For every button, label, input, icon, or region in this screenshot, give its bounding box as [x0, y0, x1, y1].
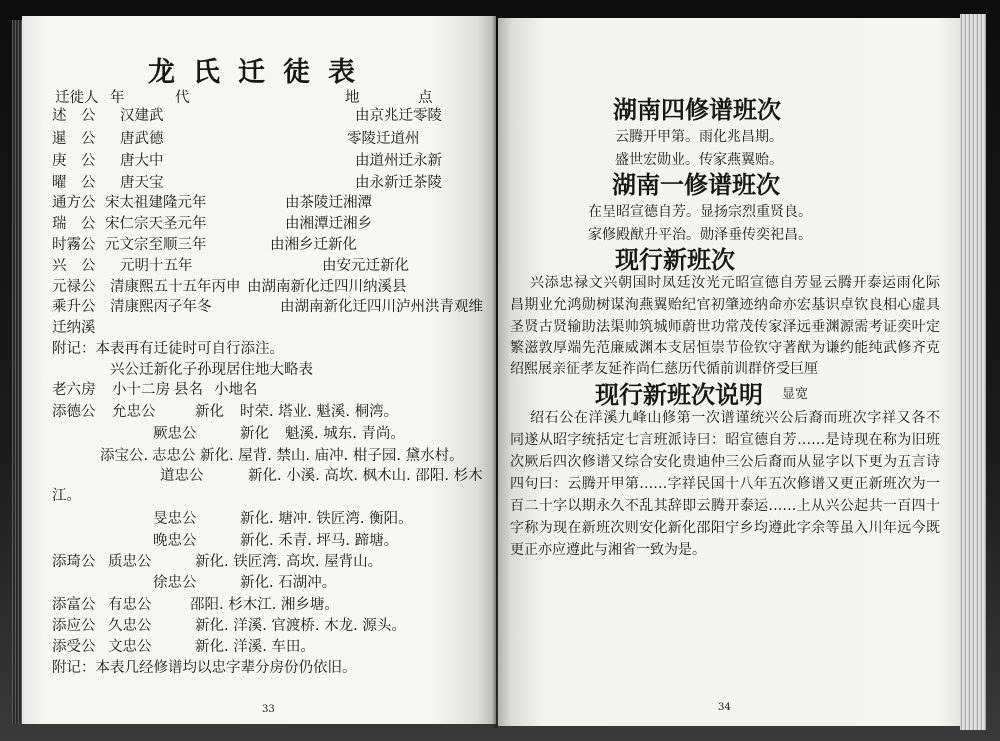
right-page: [498, 18, 960, 726]
residence-row: [22, 402, 496, 422]
route-continuation-text: 迁纳溪: [52, 320, 96, 336]
explanation-line: 四句曰：云腾开甲第……字祥民国十八年五次修谱又更正新班次为一: [510, 476, 940, 492]
migration-era: 唐天宝: [120, 175, 164, 191]
first-edition-line: 家修殿猷升平治。勋泽垂传奕祀昌。: [588, 227, 812, 243]
route-continuation: [22, 318, 496, 338]
younger-branch: 道忠公: [160, 468, 204, 484]
table-header: [22, 88, 496, 108]
explanation-line: 绍石公在洋溪九峰山修第一次谱谨统兴公后裔而班次字祥又各不: [530, 410, 940, 426]
places: 新化. 洋溪. 官渡桥. 木龙. 源头。: [195, 618, 406, 634]
younger-branch: 厥忠公: [153, 426, 197, 442]
explanation-author: 显宽: [782, 387, 809, 402]
header-era-a: 年: [110, 90, 125, 106]
migration-row: [22, 256, 496, 276]
places: 新化. 洋溪. 车田。: [195, 639, 315, 655]
migration-route: 由湖南新化迁四川泸州洪青观维: [280, 299, 483, 315]
explanation-line: 百二十字以期永久不乱其辞即云腾开泰运……上从兴公起共一百四十: [510, 498, 940, 514]
page-number: 34: [718, 702, 731, 713]
migration-route: 由永新迁茶陵: [355, 175, 442, 191]
residence-row-continuation: [22, 486, 496, 506]
page-number: 33: [262, 704, 275, 715]
residence-row: [22, 595, 496, 615]
residence-header: [22, 380, 496, 400]
migration-row: [22, 193, 496, 213]
first-edition-line: 在呈昭宣德自芳。显扬宗烈重贤良。: [588, 204, 812, 220]
current-generation-line: 兴添忠禄文兴朝国时凤廷汝光元昭宣德自芳显云腾开泰运雨化际: [530, 275, 940, 291]
header-younger: 小十二房: [112, 382, 170, 398]
migration-row: [22, 106, 496, 126]
migration-route: 由茶陵迁湘潭: [285, 195, 372, 211]
younger-branch: 徐忠公: [153, 575, 197, 591]
migrant-name: 元禄公: [52, 279, 96, 295]
migration-row: [22, 297, 496, 317]
migration-route: 由湘乡迁新化: [270, 237, 357, 253]
migrant-name: 瑞 公: [52, 216, 96, 232]
younger-branch: 有忠公: [108, 597, 152, 613]
fourth-edition-line: 盛世宏勋业。传家燕翼贻。: [615, 152, 783, 168]
younger-branch: 文忠公: [108, 639, 152, 655]
residence-row: [22, 616, 496, 636]
county: 新化: [195, 404, 224, 420]
note-2-text: 附记：本表几经修谱均以忠字辈分房份仍依旧。: [52, 660, 357, 676]
younger-branch: 久忠公: [108, 618, 152, 634]
current-generation-heading: 现行新班次: [615, 245, 735, 274]
explanation-line: 更正亦应遵此与湘省一致为是。: [510, 542, 706, 558]
migration-era: 清康熙五十五年丙申: [110, 279, 241, 295]
header-county: 县名: [174, 382, 203, 398]
header-place-a: 地: [345, 90, 360, 106]
note-1: [22, 339, 496, 359]
migration-route: 由湖南新化迁四川纳溪县: [247, 279, 407, 295]
current-generation-line: 圣贤古贤输助法渠帅筑城师蔚世功常茂传家泽远垂渊源需考证奕叶定: [510, 319, 940, 335]
elder-branch: 添宝公.: [100, 448, 149, 464]
residence-row: [22, 552, 496, 572]
younger-branch: 旻忠公: [153, 511, 197, 527]
places: 新化. 屋背. 禁山. 庙冲. 柑子园. 黛水村。: [200, 448, 464, 464]
places: 新化. 石湖冲。: [240, 575, 337, 591]
migrant-name: 庚 公: [52, 153, 96, 169]
younger-branch: 质忠公: [108, 554, 152, 570]
migration-row: [22, 277, 496, 297]
younger-branch: 晚忠公: [153, 533, 197, 549]
migrant-name: 曜 公: [52, 175, 96, 191]
elder-branch: 添琦公: [52, 554, 96, 570]
header-elder: 老六房: [52, 382, 96, 398]
places: 邵阳. 杉木江. 湘乡塘。: [190, 597, 339, 613]
explanation-line: 字称为现在新班次则安化新化邵阳宁乡均遵此字余等虽入川年远今既: [510, 520, 940, 536]
residence-row: [22, 466, 496, 486]
migrant-name: 述 公: [52, 108, 96, 124]
migrant-name: 时霧公: [52, 237, 96, 253]
migration-row: [22, 129, 496, 149]
current-generation-line: 繁滋敦厚端先范廉威渊本支居恒崇节俭钦守著猷为谦约能纯武修齐克: [510, 340, 940, 356]
county: 新化: [240, 426, 269, 442]
left-page: [22, 16, 496, 724]
migrant-name: 暹 公: [52, 131, 96, 147]
migrant-name: 乘升公: [52, 299, 96, 315]
migration-route: 由道州迁永新: [355, 153, 442, 169]
places: 新化. 塘冲. 铁匠湾. 衡阳。: [240, 511, 413, 527]
note-2: [22, 658, 496, 678]
current-generation-line: 绍熙展亲征孝友延祚尚仁慈历代循前训群侪受巨厘: [510, 361, 818, 377]
migration-row: [22, 235, 496, 255]
fourth-edition-line: 云腾开甲第。雨化兆昌期。: [615, 129, 783, 145]
residence-row: [22, 424, 496, 444]
explanation-line: 同遂从昭字统括定七言班派诗曰：昭宣德自芳……是诗现在称为旧班: [510, 432, 940, 448]
migrant-name: 兴 公: [52, 258, 96, 274]
migration-route: 由湘潭迁湘乡: [285, 216, 372, 232]
header-person: 迁徙人: [55, 90, 99, 106]
migration-era: 元文宗至顺三年: [105, 237, 207, 253]
residence-row: [22, 531, 496, 551]
residence-row: [22, 446, 496, 466]
elder-branch: 添富公: [52, 597, 96, 613]
younger-branch: 志忠公: [152, 448, 196, 464]
note-1-text: 附记：本表再有迁徒时可自行添注。: [52, 341, 284, 357]
places: 新化. 小溪. 高坎. 枫木山. 邵阳. 杉木: [248, 468, 483, 484]
places: 时荣. 塔业. 魁溪. 桐湾。: [240, 404, 399, 420]
migration-route: 由京兆迁零陵: [355, 108, 442, 124]
residence-row: [22, 573, 496, 593]
migrant-name: 通方公: [52, 195, 96, 211]
page-title: 龙氏迁徒表: [148, 57, 373, 88]
migration-route: 由安元迁新化: [322, 258, 409, 274]
residence-row: [22, 509, 496, 529]
migration-era: 宋太祖建隆元年: [105, 195, 207, 211]
left-page-edges: [12, 20, 22, 724]
elder-branch: 添应公: [52, 618, 96, 634]
explanation-heading: 现行新班次说明: [595, 380, 763, 409]
header-locality: 小地名: [214, 382, 258, 398]
migration-row: [22, 173, 496, 193]
migration-era: 唐武德: [120, 131, 164, 147]
migration-era: 清康熙丙子年冬: [110, 299, 212, 315]
residence-title: [22, 360, 496, 380]
explanation-line: 次厥后四次修谱又综合安化贵迪仲三公后裔而从显字以下更为五言诗: [510, 454, 940, 470]
current-generation-line: 昌期业允鸿勋树谋洵燕翼贻纪官初肇迹纳命亦宏基识卓钦良相心虚具: [510, 297, 940, 313]
places-continued: 江。: [52, 488, 81, 504]
first-edition-heading: 湖南一修谱班次: [612, 170, 780, 199]
migration-era: 元明十五年: [120, 258, 193, 274]
migration-era: 唐大中: [120, 153, 164, 169]
migration-row: [22, 214, 496, 234]
places: 新化. 禾青. 坪马. 蹄塘。: [240, 533, 399, 549]
migration-route: 零陵迁道州: [347, 131, 420, 147]
header-era-b: 代: [175, 90, 190, 106]
migration-row: [22, 151, 496, 171]
residence-row: [22, 637, 496, 657]
header-place-b: 点: [418, 90, 433, 106]
right-page-edges: [960, 14, 986, 730]
places: 魁溪. 城东. 青尚。: [285, 426, 405, 442]
fourth-edition-heading: 湖南四修谱班次: [613, 95, 781, 124]
elder-branch: 添德公: [52, 404, 96, 420]
migration-era: 宋仁宗天圣元年: [105, 216, 207, 232]
younger-branch: 允忠公: [112, 404, 156, 420]
migration-era: 汉建武: [120, 108, 164, 124]
places: 新化. 铁匠湾. 高坎. 屋背山。: [195, 554, 383, 570]
elder-branch: 添受公: [52, 639, 96, 655]
residence-title-text: 兴公迁新化子孙现居住地大略表: [110, 362, 313, 378]
